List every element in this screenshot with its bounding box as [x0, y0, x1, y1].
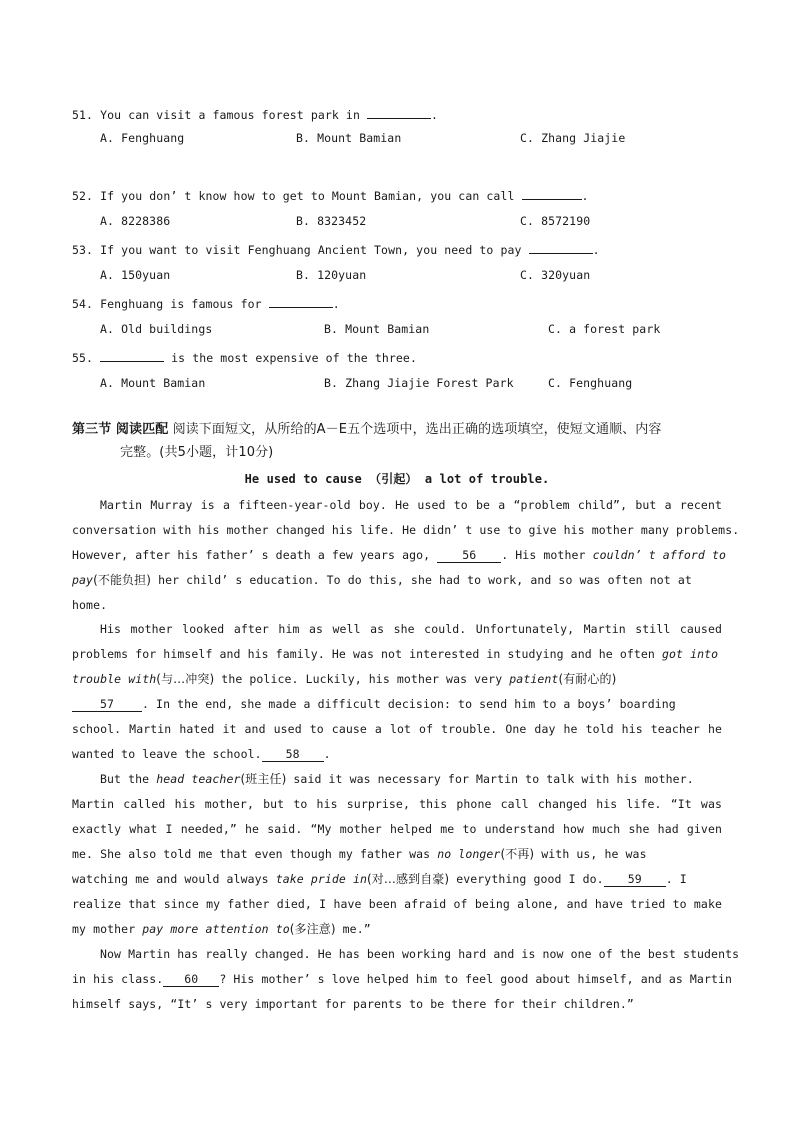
question-stem: If you want to visit Fenghuang Ancient Town, you need to pay: [100, 243, 522, 257]
answer-blank: [100, 349, 164, 362]
gloss: (多注意): [289, 922, 336, 936]
passage-line: exactly what I needed,” he said. “My mother helped me to understand how much she had given: [72, 822, 722, 836]
option-b: B. Zhang Jiajie Forest Park: [324, 376, 514, 390]
passage-line: His mother looked after him as well as she could. Unfortunately, Martin still caused: [100, 622, 722, 636]
title-part: He used to cause: [244, 472, 362, 486]
italic-phrase: got into: [662, 647, 719, 661]
gloss: (与…冲突): [156, 672, 215, 686]
section-instruction-cont: 完整。(共5小题，计10分): [120, 445, 274, 460]
italic-phrase: trouble with: [72, 672, 157, 686]
passage-line: school. Martin hated it and used to cause a lot of trouble. One day he told his teacher he: [72, 722, 722, 736]
text: her child’ s education. To do this, she had to work, and so was often not at: [151, 573, 692, 587]
text: in his class.: [72, 972, 164, 986]
text: ? His mother’ s love helped him to feel good about himself, and as Martin: [219, 972, 733, 986]
question-number: 52.: [72, 189, 94, 203]
passage-line: home.: [72, 598, 108, 612]
italic-phrase: patient: [509, 672, 559, 686]
section-instruction: 阅读下面短文，从所给的A－E五个选项中，选出正确的选项填空，使短文通顺、内容: [172, 422, 662, 437]
gloss: (不再): [500, 847, 535, 861]
text: problems for himself and his family. He was not interested in studying and he often: [72, 647, 655, 661]
passage-line: [72, 697, 722, 712]
option-c: C. 8572190: [520, 214, 591, 228]
title-part: a lot of trouble.: [424, 472, 550, 486]
gloss: (对…感到自豪): [367, 872, 450, 886]
option-b: B. Mount Bamian: [296, 131, 402, 145]
question-stem: If you don’ t know how to get to Mount Bamian, you can call: [100, 189, 515, 203]
question-number: 51.: [72, 108, 94, 122]
answer-blank: [522, 187, 582, 200]
option-b: B. 8323452: [296, 214, 367, 228]
italic-phrase: couldn’ t afford to: [592, 548, 727, 562]
text: said it was necessary for Martin to talk with his mother.: [286, 772, 694, 786]
option-a: A. 150yuan: [100, 268, 171, 282]
blank-56: 56: [437, 548, 501, 563]
question-stem-end: .: [592, 243, 600, 257]
italic-phrase: take pride in: [275, 872, 368, 886]
answer-blank: [529, 241, 593, 254]
blank-57: 57: [72, 697, 142, 712]
question-51: [72, 106, 438, 122]
italic-phrase: pay: [72, 573, 94, 587]
question-number: 55.: [72, 351, 94, 365]
passage-line: wanted to leave the school. 58 .: [72, 747, 331, 761]
question-stem-end: .: [332, 297, 340, 311]
text: watching me and would always: [72, 872, 269, 886]
option-b: B. Mount Bamian: [324, 322, 430, 336]
question-number: 54.: [72, 297, 94, 311]
passage-line: [72, 920, 722, 937]
passage-line: Martin Murray is a fifteen-year-old boy. He used to be a “problem child”, but a recent: [100, 498, 722, 512]
italic-phrase: pay more attention to: [142, 922, 290, 936]
text: . His mother: [501, 548, 586, 562]
option-a: A. Old buildings: [100, 322, 213, 336]
title-gloss: （引起）: [369, 472, 418, 486]
option-a: A. 8228386: [100, 214, 171, 228]
question-stem: You can visit a famous forest park in: [100, 108, 360, 122]
gloss: (不能负担): [93, 573, 152, 587]
passage-line: [72, 670, 722, 687]
option-c: C. Zhang Jiajie: [520, 131, 626, 145]
question-54: [72, 295, 340, 311]
question-stem-end: .: [431, 108, 439, 122]
passage-line: [100, 770, 750, 787]
passage-line: [72, 647, 722, 661]
text: wanted to leave the school.: [72, 747, 262, 761]
passage-line: [72, 972, 733, 987]
passage-line: realize that since my father died, I have been afraid of being alone, and have tried to make: [72, 897, 722, 911]
passage-title: [0, 470, 794, 487]
passage-line: [72, 870, 722, 887]
question-53: [72, 241, 600, 257]
text: However, after his father’ s death a few years ago,: [72, 548, 431, 562]
text: But the: [100, 772, 150, 786]
passage-line: Now Martin has really changed. He has been working hard and is now one of the best students: [100, 947, 740, 961]
passage-line: conversation with his mother changed his life. He didn’ t use to give his mother many problems.: [72, 523, 740, 537]
answer-blank: [269, 295, 333, 308]
question-stem: Fenghuang is famous for: [100, 297, 262, 311]
option-c: C. 320yuan: [520, 268, 591, 282]
option-b: B. 120yuan: [296, 268, 367, 282]
text: me.”: [335, 922, 371, 936]
option-c: C. Fenghuang: [548, 376, 633, 390]
gloss: (班主任): [240, 772, 287, 786]
blank-60: 60: [163, 972, 219, 987]
section-label: 第三节 阅读匹配: [72, 422, 169, 437]
question-number: 53.: [72, 243, 94, 257]
question-52: [72, 187, 589, 203]
blank-58: 58: [262, 747, 324, 762]
question-stem: is the most expensive of the three.: [171, 351, 417, 365]
passage-line: [72, 845, 722, 862]
passage-line: himself says, “It’ s very important for parents to be there for their children.”: [72, 997, 634, 1011]
text: my mother: [72, 922, 136, 936]
option-a: A. Fenghuang: [100, 131, 185, 145]
gloss: (有耐心的): [558, 672, 617, 686]
text: everything good I do.: [449, 872, 604, 886]
section-heading: [72, 418, 732, 464]
passage-line: [72, 548, 727, 563]
italic-phrase: no longer: [437, 847, 501, 861]
option-c: C. a forest park: [548, 322, 661, 336]
italic-phrase: head teacher: [156, 772, 241, 786]
text: the police. Luckily, his mother was very: [214, 672, 503, 686]
passage-line: Martin called his mother, but to his surprise, this phone call changed his life. “It was: [72, 797, 722, 811]
question-55: [72, 349, 417, 365]
answer-blank: [367, 106, 431, 119]
text: me. She also told me that even though my father was: [72, 847, 431, 861]
text: . I: [665, 872, 687, 886]
text: . In the end, she made a difficult decision: to send him to a boys’ boarding: [142, 697, 676, 711]
passage-line: [72, 571, 722, 588]
option-a: A. Mount Bamian: [100, 376, 206, 390]
text: with us, he was: [534, 847, 647, 861]
question-stem-end: .: [581, 189, 589, 203]
blank-59: 59: [604, 872, 666, 887]
